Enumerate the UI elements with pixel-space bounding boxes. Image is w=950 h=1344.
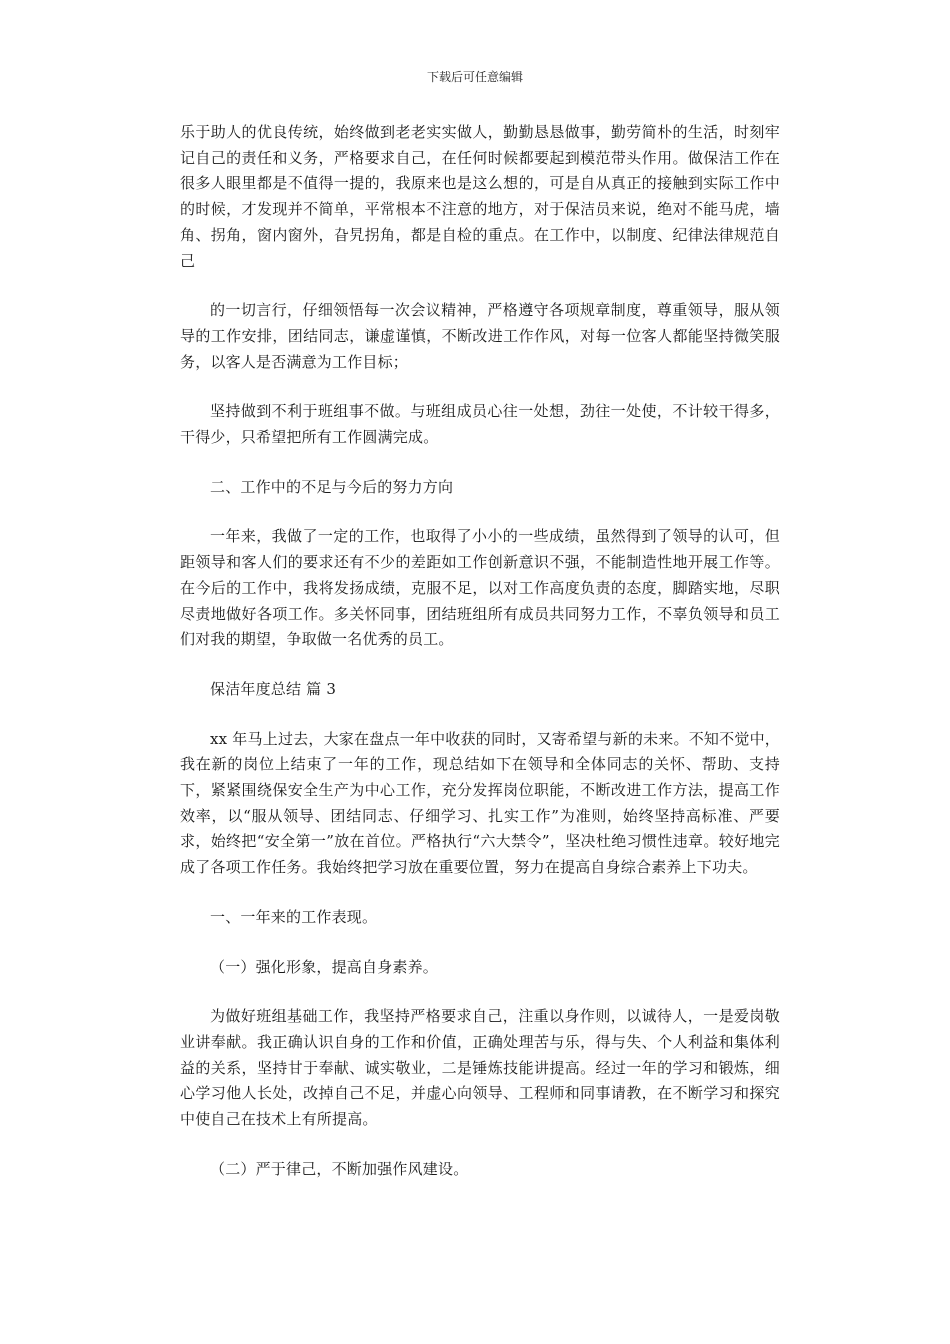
section-heading-1: 一、一年来的工作表现。: [210, 907, 378, 926]
page-header: 下载后可任意编辑: [426, 70, 523, 84]
paragraph-5: xx 年马上过去，大家在盘点一年中收获的同时，又寄希望与新的未来。不知不觉中，我在新的岗位上结束了一年的工作，现总结如下在领导和全体同志的关怀、帮助、支持下，紧紧围绕保安全生产为中心工作，充分发挥岗位职能，不断改进工作方法，提高工作效率，以“服从领导、团结同志、仔细学习、扎实工作”为准则，始终坚持高标准、严要求，始终把“安全第一”放在首位。严格执行“六大禁令”，坚决杜绝习惯性违章。较好地完成了各项工作任务。我始终把学习放在重要位置，努力在提高自身综合素养上下功夫。: [180, 729, 780, 877]
subheading-1: （一）强化形象，提高自身素养。: [210, 957, 439, 976]
paragraph-2: 的一切言行，仔细领悟每一次会议精神，严格遵守各项规章制度，尊重领导，服从领导的工作安排，团结同志，谦虚谨慎，不断改进工作作风，对每一位客人都能坚持微笑服务，以客人是否满意为工作目标；: [180, 301, 780, 371]
paragraph-6: 为做好班组基础工作，我坚持严格要求自己，注重以身作则，以诚待人，一是爱岗敬业讲奉献。我正确认识自身的工作和价值，正确处理苦与乐，得与失、个人利益和集体利益的关系，坚持甘于奉献、诚实敬业，二是锤炼技能讲提高。经过一年的学习和锻炼，细心学习他人长处，改掉自己不足，并虚心向领导、工程师和同事请教，在不断学习和探究中使自己在技术上有所提高。: [180, 1007, 780, 1129]
article-title: 保洁年度总结 篇 3: [210, 679, 337, 698]
paragraph-3: 坚持做到不利于班组事不做。与班组成员心往一处想，劲往一处使，不计较干得多，干得少，只希望把所有工作圆满完成。: [180, 402, 780, 447]
subheading-2: （二）严于律己，不断加强作风建设。: [210, 1159, 469, 1178]
section-heading-2: 二、工作中的不足与今后的努力方向: [210, 477, 454, 496]
paragraph-4: 一年来，我做了一定的工作，也取得了小小的一些成绩，虽然得到了领导的认可，但距领导和客人们的要求还有不少的差距如工作创新意识不强，不能制造性地开展工作等。在今后的工作中，我将发扬成绩，克服不足，以对工作高度负责的态度，脚踏实地，尽职尽责地做好各项工作。多关怀同事，团结班组所有成员共同努力工作，不辜负领导和员工们对我的期望，争取做一名优秀的员工。: [180, 527, 780, 649]
paragraph-1: 乐于助人的优良传统，始终做到老老实实做人，勤勤恳恳做事，勤劳简朴的生活，时刻牢记自己的责任和义务，严格要求自己，在任何时候都要起到模范带头作用。做保洁工作在很多人眼里都是不值得一提的，我原来也是这么想的，可是自从真正的接触到实际工作中的时候，才发现并不简单，平常根本不注意的地方，对于保洁员来说，绝对不能马虎，墙角、拐角，窗内窗外，旮旯拐角，都是自检的重点。在工作中，以制度、纪律法律规范自己: [180, 123, 780, 270]
document-body: [180, 120, 780, 1183]
